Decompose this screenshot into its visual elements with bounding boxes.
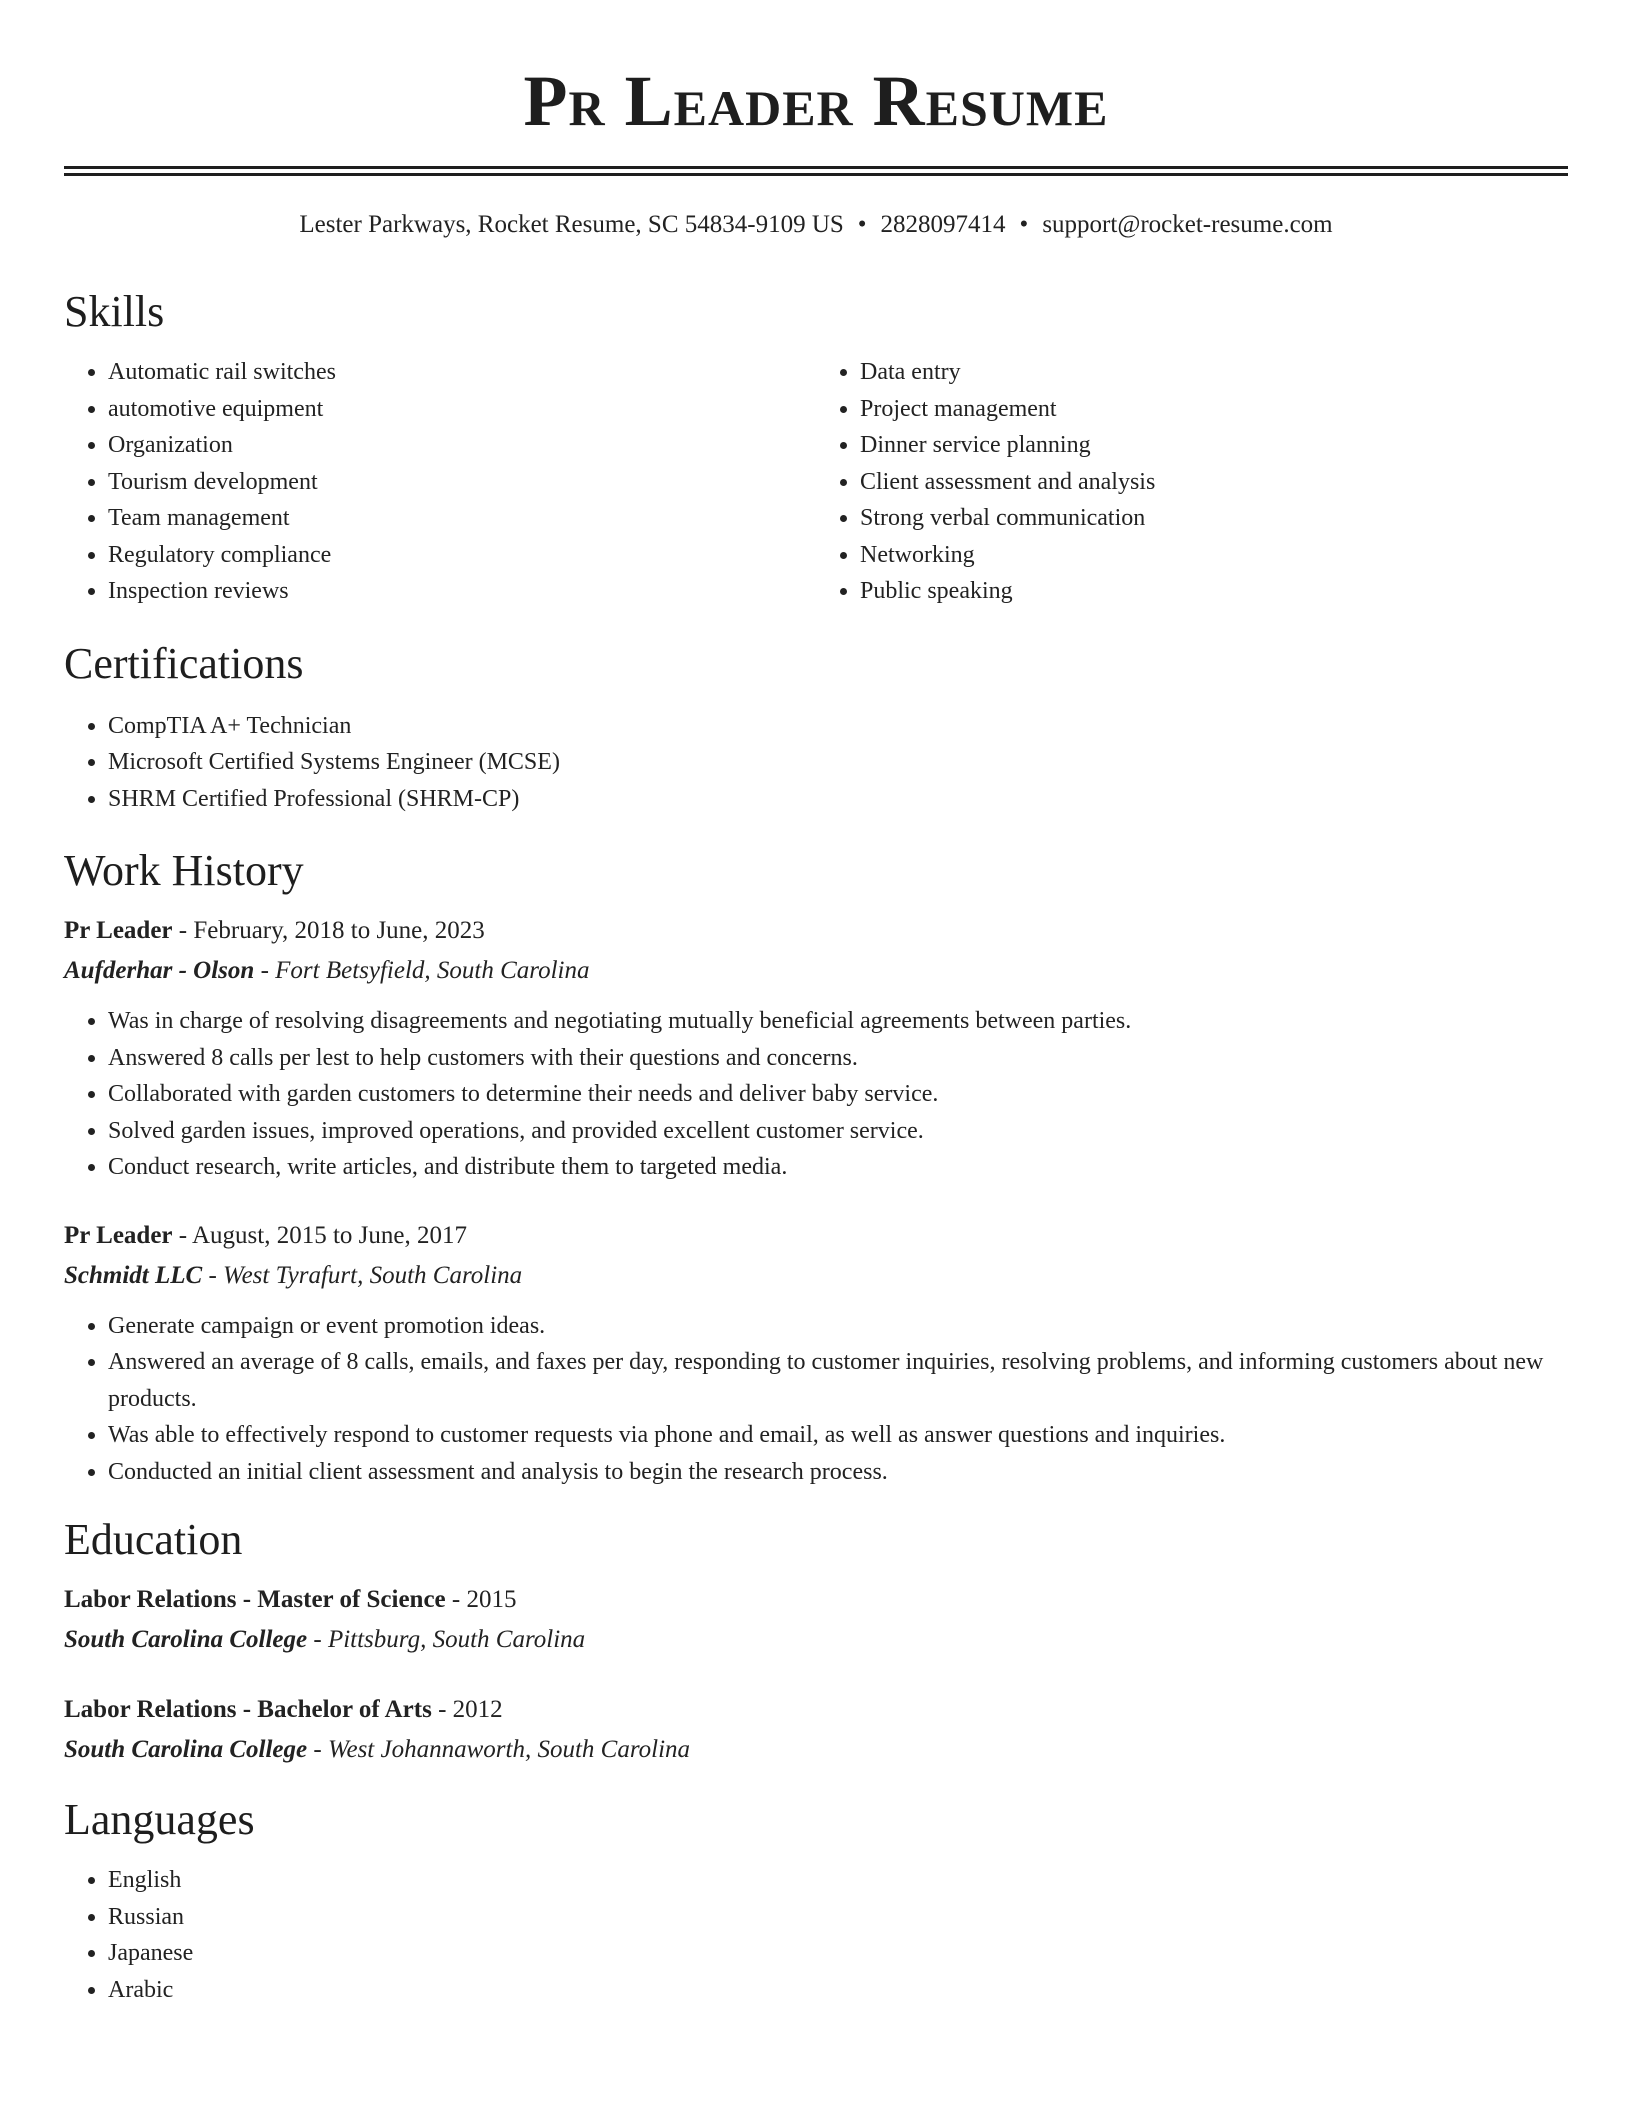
- contact-separator: •: [857, 211, 867, 238]
- list-item: • Answered an average of 8 calls, emails, and faxes per day, responding to customer inquiries, resolving problems, and informing customers about new products.: [108, 1344, 1568, 1417]
- list-item: • Was in charge of resolving disagreements and negotiating mutually beneficial agreements between parties.: [108, 1003, 1568, 1040]
- job-location: - West Tyrafurt, South Carolina: [202, 1261, 523, 1289]
- list-item: • Organization: [108, 427, 816, 464]
- contact-line: [64, 208, 1568, 242]
- list-item: • SHRM Certified Professional (SHRM-CP): [108, 781, 1568, 818]
- languages-list: [64, 1862, 1568, 2008]
- list-item: • Public speaking: [860, 573, 1568, 610]
- list-item: • automotive equipment: [108, 391, 816, 428]
- list-item: • Solved garden issues, improved operations, and provided excellent customer service.: [108, 1113, 1568, 1150]
- contact-address: Lester Parkways, Rocket Resume, SC 54834-9109 US: [299, 211, 844, 238]
- list-item: • English: [108, 1862, 1568, 1899]
- skills-heading: Skills: [64, 287, 165, 336]
- work-history-heading: Work History: [64, 846, 304, 895]
- job-location: - Fort Betsyfield, South Carolina: [254, 957, 590, 984]
- list-item: • Project management: [860, 391, 1568, 428]
- languages-heading: Languages: [64, 1795, 255, 1844]
- contact-separator: •: [1019, 211, 1029, 238]
- contact-phone: 2828097414: [880, 211, 1006, 238]
- skills-column-right: [816, 354, 1568, 610]
- edu-degree: Labor Relations - Bachelor of Arts: [64, 1696, 432, 1723]
- edu-year: - 2015: [445, 1586, 517, 1613]
- job-title: Pr Leader: [64, 917, 173, 944]
- job-company-line: [64, 951, 1568, 991]
- edu-school: South Carolina College: [64, 1736, 308, 1763]
- skills-column-left: [64, 354, 816, 610]
- edu-location: - West Johannaworth, South Carolina: [307, 1736, 691, 1763]
- list-item: • CompTIA A+ Technician: [108, 708, 1568, 745]
- job-entry: [64, 911, 1568, 1186]
- job-title-line: [64, 1216, 1568, 1256]
- list-item: • Conducted an initial client assessment and analysis to begin the research process.: [108, 1454, 1568, 1491]
- job-dates: - August, 2015 to June, 2017: [172, 1221, 467, 1249]
- job-company: Aufderhar - Olson: [64, 957, 255, 984]
- job-bullets: [64, 1003, 1568, 1186]
- edu-school-line: [64, 1620, 1568, 1660]
- edu-school: South Carolina College: [64, 1626, 308, 1653]
- list-item: • Regulatory compliance: [108, 537, 816, 574]
- list-item: • Was able to effectively respond to customer requests via phone and email, as well as answer questions and inquiries.: [108, 1417, 1568, 1454]
- edu-year: - 2012: [431, 1696, 503, 1723]
- list-item: • Automatic rail switches: [108, 354, 816, 391]
- job-company: Schmidt LLC: [64, 1261, 203, 1289]
- education-heading: Education: [64, 1515, 243, 1564]
- edu-location: - Pittsburg, South Carolina: [307, 1626, 586, 1653]
- edu-degree-line: [64, 1580, 1568, 1620]
- list-item: • Team management: [108, 500, 816, 537]
- job-title: Pr Leader: [64, 1221, 173, 1249]
- list-item: • Conduct research, write articles, and distribute them to targeted media.: [108, 1149, 1568, 1186]
- resume-title: Pr Leader Resume: [523, 61, 1109, 141]
- certifications-list: [64, 708, 1568, 818]
- skills-list: [64, 354, 1568, 610]
- list-item: • Answered 8 calls per lest to help customers with their questions and concerns.: [108, 1040, 1568, 1077]
- list-item: • Inspection reviews: [108, 573, 816, 610]
- list-item: • Strong verbal communication: [860, 500, 1568, 537]
- job-bullets: [64, 1308, 1568, 1491]
- list-item: • Collaborated with garden customers to determine their needs and deliver baby service.: [108, 1076, 1568, 1113]
- edu-degree: Labor Relations - Master of Science: [64, 1586, 446, 1613]
- job-company-line: [64, 1256, 1568, 1296]
- list-item: • Generate campaign or event promotion ideas.: [108, 1308, 1568, 1345]
- list-item: • Microsoft Certified Systems Engineer (MCSE): [108, 744, 1568, 781]
- job-entry: [64, 1216, 1568, 1491]
- list-item: • Japanese: [108, 1935, 1568, 1972]
- certifications-heading: Certifications: [64, 638, 304, 688]
- edu-school-line: [64, 1730, 1568, 1770]
- resume-page: [64, 0, 1568, 2008]
- edu-degree-line: [64, 1690, 1568, 1730]
- contact-email: support@rocket-resume.com: [1042, 211, 1333, 238]
- list-item: • Dinner service planning: [860, 427, 1568, 464]
- job-title-line: [64, 911, 1568, 951]
- job-dates: - February, 2018 to June, 2023: [172, 917, 485, 944]
- list-item: • Networking: [860, 537, 1568, 574]
- list-item: • Client assessment and analysis: [860, 464, 1568, 501]
- education-entry: [64, 1690, 1568, 1770]
- title-divider: [64, 166, 1568, 176]
- education-entry: [64, 1580, 1568, 1660]
- list-item: • Russian: [108, 1899, 1568, 1936]
- list-item: • Arabic: [108, 1972, 1568, 2009]
- list-item: • Tourism development: [108, 464, 816, 501]
- list-item: • Data entry: [860, 354, 1568, 391]
